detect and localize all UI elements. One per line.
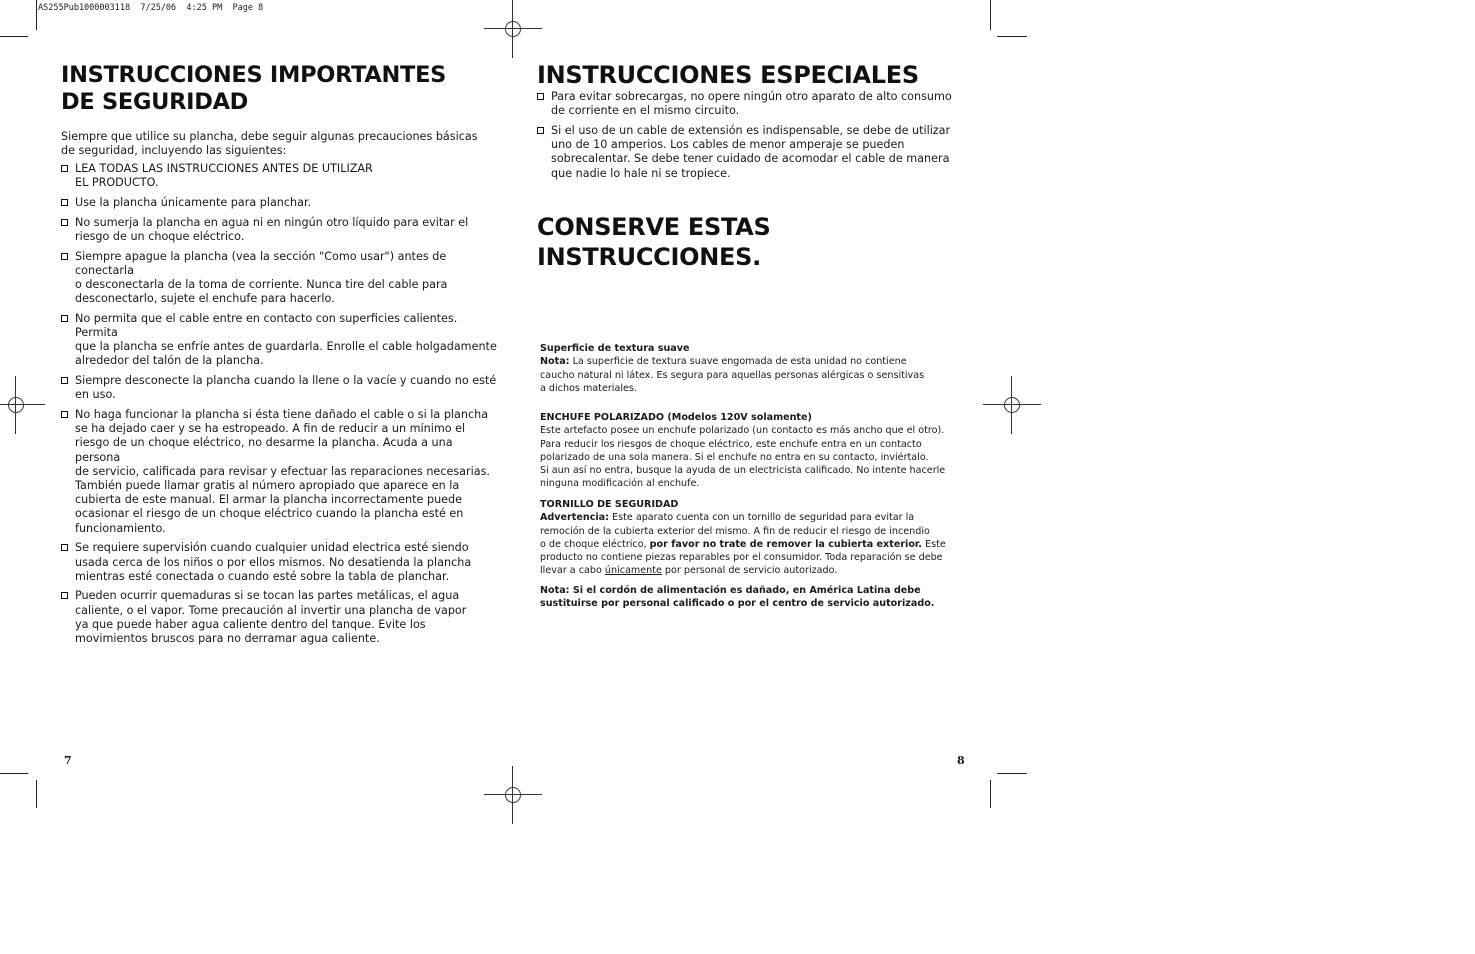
crop-mark xyxy=(997,773,1027,774)
page-number-left: 7 xyxy=(64,754,72,767)
bullet-line: de servicio, calificada para revisar y efectuar las reparaciones necesarias. xyxy=(75,464,490,478)
bullet-line: LEA TODAS LAS INSTRUCCIONES ANTES DE UTILIZAR xyxy=(75,162,373,175)
bullet-item xyxy=(61,541,497,584)
checkbox-bullet-icon xyxy=(61,411,68,418)
bullet-line: EL PRODUCTO. xyxy=(75,176,159,190)
bullet-line: funcionamiento. xyxy=(75,521,166,535)
surface-text: caucho natural ni látex. Es segura para aquellas personas alérgicas o sensitivas xyxy=(540,369,925,381)
crop-mark xyxy=(36,780,37,808)
bullet-item xyxy=(61,196,497,210)
bullet-line: alrededor del talón de la plancha. xyxy=(75,354,264,368)
safety-title-line2: DE SEGURIDAD xyxy=(61,89,249,115)
screw-text-bold: por favor no trate de remover la cubierta exterior. xyxy=(649,538,922,550)
final-note-line: Nota: Si el cordón de alimentación es dañado, en América Latina debe xyxy=(540,585,921,596)
safety-title-line1: INSTRUCCIONES IMPORTANTES xyxy=(61,62,447,88)
bullet-line: No sumerja la plancha en agua ni en ningún otro líquido para evitar el xyxy=(75,215,469,229)
special-list xyxy=(537,90,967,181)
bullet-item xyxy=(61,162,497,190)
checkbox-bullet-icon xyxy=(61,253,68,260)
bullet-line: desconectarlo, sujete el enchufe para hacerlo. xyxy=(75,292,335,306)
crop-mark xyxy=(0,773,28,774)
left-page xyxy=(61,62,497,652)
plug-line: Para reducir los riesgos de choque eléctrico, este enchufe entra en un contacto xyxy=(540,438,922,450)
registration-mark-left xyxy=(0,376,45,434)
plug-section xyxy=(540,411,965,491)
checkbox-bullet-icon xyxy=(61,592,68,599)
special-title: INSTRUCCIONES ESPECIALES xyxy=(537,61,919,89)
bullet-item xyxy=(537,124,967,181)
bullet-line: No permita que el cable entre en contacto con superficies calientes. Permita xyxy=(75,311,458,340)
conserve-line2: INSTRUCCIONES. xyxy=(537,243,761,271)
bullet-item xyxy=(61,374,497,402)
bullet-line: También puede llamar gratis al número apropiado que aparece en la xyxy=(75,479,460,493)
right-page xyxy=(537,60,967,186)
safety-list xyxy=(61,162,497,646)
safety-title xyxy=(61,62,497,116)
bullet-line: mientras esté conectada o cuando esté sobre la tabla de planchar. xyxy=(75,569,450,583)
bullet-item xyxy=(61,216,497,244)
screw-text-underlined: únicamente xyxy=(604,565,662,577)
surface-note-label: Nota: xyxy=(540,356,570,368)
final-note-line: sustituirse por personal calificado o por el centro de servicio autorizado. xyxy=(540,598,935,610)
bullet-line: cubierta de este manual. El armar la plancha incorrectamente puede xyxy=(75,493,463,507)
checkbox-bullet-icon xyxy=(537,127,544,134)
plug-line: Si aun así no entra, busque la ayuda de un electricista calificado. No intente hacerle xyxy=(540,465,946,477)
bullet-item xyxy=(537,90,967,118)
bullet-line: que la plancha se enfríe antes de guardarla. Enrolle el cable holgadamente xyxy=(75,340,497,354)
surface-text: a dichos materiales. xyxy=(540,382,637,394)
conserve-line1: CONSERVE ESTAS xyxy=(537,213,771,241)
plug-line: Este artefacto posee un enchufe polarizado (un contacto es más ancho que el otro). xyxy=(540,425,945,437)
surface-heading: Superficie de textura suave xyxy=(540,343,690,354)
bullet-line: de corriente en el mismo circuito. xyxy=(551,104,740,118)
plug-line: polarizado de una sola manera. Si el enchufe no entra en su contacto, inviértalo. xyxy=(540,451,929,463)
bullet-line: caliente, o el vapor. Tome precaución al invertir una plancha de vapor xyxy=(75,603,467,617)
screw-text: Este xyxy=(921,538,946,550)
screw-text: llevar a cabo xyxy=(540,565,605,577)
bullet-line: Pueden ocurrir quemaduras si se tocan las partes metálicas, el agua xyxy=(75,589,460,603)
plug-text xyxy=(540,424,965,490)
plug-line: ninguna modificación al enchufe. xyxy=(540,478,700,490)
intro-line: de seguridad, incluyendo las siguientes: xyxy=(61,144,287,157)
screw-text: por personal de servicio autorizado. xyxy=(661,565,838,577)
surface-text: La superficie de textura suave engomada de esta unidad no contiene xyxy=(569,356,907,368)
checkbox-bullet-icon xyxy=(61,165,68,172)
crop-mark xyxy=(0,36,28,37)
bullet-line: ya que puede haber agua caliente dentro del tanque. Evite los xyxy=(75,617,426,631)
bullet-line: Siempre apague la plancha (vea la sección "Como usar") antes de conectarla xyxy=(75,249,447,277)
conserve-title xyxy=(537,212,770,272)
bullet-line: Use la plancha únicamente para planchar. xyxy=(75,195,312,209)
screw-text: Este aparato cuenta con un tornillo de seguridad para evitar la xyxy=(609,512,915,524)
registration-mark-right xyxy=(983,376,1041,434)
bullet-line: que nadie lo hale ni se tropiece. xyxy=(551,166,731,180)
bullet-line: sobrecalentar. Se debe tener cuidado de acomodar el cable de manera xyxy=(551,152,950,166)
bullet-line: Si el uso de un cable de extensión es indispensable, se debe de utilizar xyxy=(551,123,951,137)
bullet-line: Siempre desconecte la plancha cuando la llene o la vacíe y cuando no esté xyxy=(75,374,497,388)
bullet-line: No haga funcionar la plancha si ésta tiene dañado el cable o si la plancha xyxy=(75,408,489,422)
checkbox-bullet-icon xyxy=(61,377,68,384)
checkbox-bullet-icon xyxy=(61,544,68,551)
bullet-line: riesgo de un choque eléctrico. xyxy=(75,229,245,243)
screw-text: producto no contiene piezas reparables por el consumidor. Toda reparación se debe xyxy=(540,552,943,564)
bullet-line: Se requiere supervisión cuando cualquier unidad electrica esté siendo xyxy=(75,541,469,555)
screw-text: remoción de la cubierta exterior del mismo. A fin de reducir el riesgo de incendio xyxy=(540,525,930,537)
screw-warning-label: Advertencia: xyxy=(540,512,609,524)
checkbox-bullet-icon xyxy=(61,219,68,226)
bullet-item xyxy=(61,250,497,307)
bullet-line: riesgo de un choque eléctrico, no desarme la plancha. Acuda a una persona xyxy=(75,436,453,464)
bullet-line: uno de 10 amperios. Los cables de menor amperaje se pueden xyxy=(551,138,905,152)
bullet-line: Para evitar sobrecargas, no opere ningún otro aparato de alto consumo xyxy=(551,90,952,103)
bullet-line: usada cerca de los niños o por ellos mismos. No desatienda la plancha xyxy=(75,555,472,569)
bullet-line: ocasionar el riesgo de un choque eléctrico cuando la plancha esté en xyxy=(75,507,464,521)
final-note xyxy=(540,584,965,611)
bullet-item xyxy=(61,408,497,536)
crop-mark xyxy=(990,780,991,808)
checkbox-bullet-icon xyxy=(537,93,544,100)
print-slug: AS255Pub1000003118 7/25/06 4:25 PM Page 8 xyxy=(38,3,264,13)
safety-intro xyxy=(61,130,497,158)
crop-mark xyxy=(990,0,991,30)
checkbox-bullet-icon xyxy=(61,315,68,322)
registration-mark-bottom xyxy=(484,766,542,824)
registration-mark-top xyxy=(484,0,542,58)
page-number-right: 8 xyxy=(957,754,965,767)
crop-mark xyxy=(36,0,37,30)
crop-mark xyxy=(997,36,1027,37)
intro-line: Siempre que utilice su plancha, debe seguir algunas precauciones básicas xyxy=(61,130,478,143)
bullet-line: o desconectarla de la toma de corriente. Nunca tire del cable para xyxy=(75,277,448,291)
surface-section xyxy=(540,342,965,395)
checkbox-bullet-icon xyxy=(61,199,68,206)
bullet-item xyxy=(61,589,497,646)
screw-text: o de choque eléctrico, xyxy=(540,538,650,550)
screw-section xyxy=(540,498,965,578)
screw-heading: TORNILLO DE SEGURIDAD xyxy=(540,499,679,510)
bullet-line: en uso. xyxy=(75,388,116,402)
plug-heading: ENCHUFE POLARIZADO (Modelos 120V solamente) xyxy=(540,412,812,423)
bullet-item xyxy=(61,312,497,369)
bullet-line: movimientos bruscos para no derramar agua caliente. xyxy=(75,632,380,646)
bullet-line: se ha dejado caer y se ha estropeado. A fin de reducir a un mínimo el xyxy=(75,422,466,436)
